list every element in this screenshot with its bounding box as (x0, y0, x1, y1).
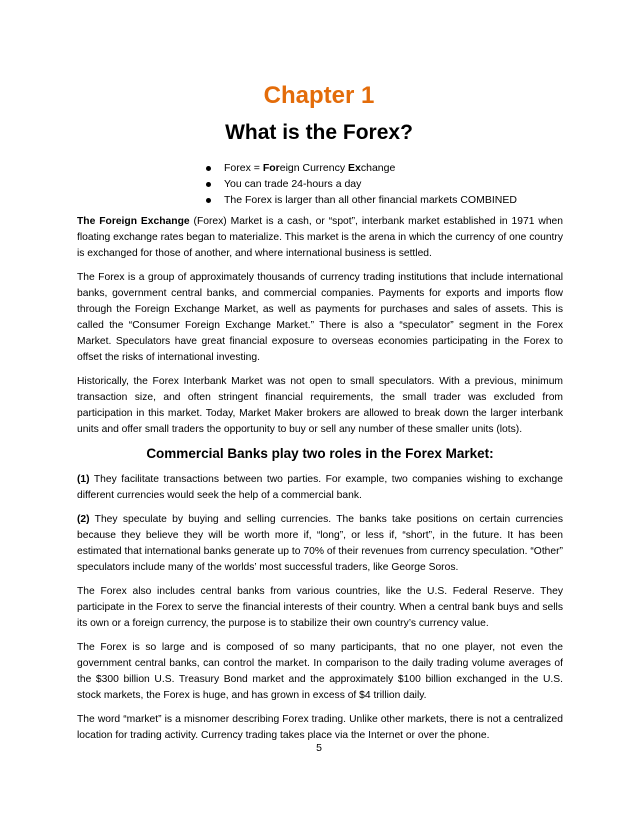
bullet-text: change (360, 162, 396, 174)
bullet-item-forex-definition (202, 160, 517, 176)
paragraph-misnomer: The word “market” is a misnomer describing Forex trading. Unlike other markets, there is not a centralized location for trading activity. Currency trading takes place via the Internet or over the phone. (77, 714, 563, 741)
paragraph-foreign-exchange (77, 214, 563, 262)
paragraph-role-2 (77, 512, 563, 576)
paragraph-text: (Forex) Market is a cash, or “spot”, interbank market established in 1971 when floating exchange rates began to materialize. This market is the arena in which the currency of one country is exchanged for those of another, and where international business is settled. (77, 216, 564, 259)
bullet-item-largest-market: The Forex is larger than all other financial markets COMBINED (202, 192, 517, 208)
bullet-item-24-hours: You can trade 24-hours a day (202, 176, 517, 192)
paragraph-lead-bold: The Foreign Exchange (77, 216, 190, 227)
section-subheading: Commercial Banks play two roles in the Forex Market: (146, 446, 494, 461)
bullet-bold-ex: Ex (348, 162, 361, 174)
paragraph-text: They facilitate transactions between two parties. For example, two companies wishing to exchange different currencies would seek the help of a commercial bank. (77, 474, 563, 501)
paragraph-forex-group: The Forex is a group of approximately thousands of currency trading institutions that include international banks, government central banks, and commercial companies. Payments for exports and imports flow through the Foreign Exchange Market, as well as payments for purchases and sales of assets. This is called the “Consumer Foreign Exchange Market.” There is also a “speculator” segment in the Forex Market. Speculators have great financial exposure to overseas economies participating in the Forex to offset the risks of international investing. (77, 272, 563, 363)
paragraph-history: Historically, the Forex Interbank Market was not open to small speculators. With a previous, minimum transaction size, and often stringent financial requirements, the small trader was excluded from participation in this market. Today, Market Maker brokers are allowed to break down the larger interbank units and offer small traders the opportunity to buy or sell any number of these smaller units (lots). (77, 376, 563, 435)
role-number: (2) (77, 514, 90, 525)
chapter-heading: Chapter 1 (263, 82, 375, 109)
paragraph-central-banks: The Forex also includes central banks from various countries, like the U.S. Federal Reserve. They participate in the Forex to serve the financial interests of their country. When a central bank buys and sells its own or a foreign currency, the purpose is to stabilize their own country’s currency value. (77, 586, 563, 629)
bullet-text: Forex = (224, 162, 263, 174)
bullet-bold-for: For (262, 162, 280, 174)
paragraph-role-1 (77, 472, 563, 504)
role-number: (1) (77, 474, 90, 485)
paragraph-market-size: The Forex is so large and is composed of so many participants, that no one player, not even the government central banks, can control the market. In comparison to the daily trading volume averages of the $300 billion U.S. Treasury Bond market and the approximately $100 billion exchanged in the U.S. stock markets, the Forex is huge, and has grown in excess of $4 trillion daily. (77, 642, 563, 701)
page-title: What is the Forex? (225, 121, 413, 144)
page-number: 5 (316, 742, 322, 754)
paragraph-text: They speculate by buying and selling currencies. The banks take positions on certain currencies because they believe they will be worth more if, “long”, or less if, “short”, in the future. It has been estimated that international banks generate up to 70% of their revenues from currency speculation. “Other” speculators include many of the worlds’ most successful traders, like George Soros. (77, 514, 563, 573)
body-text (77, 214, 563, 752)
bullet-text: eign Currency (279, 162, 349, 174)
bullet-list (202, 160, 517, 208)
